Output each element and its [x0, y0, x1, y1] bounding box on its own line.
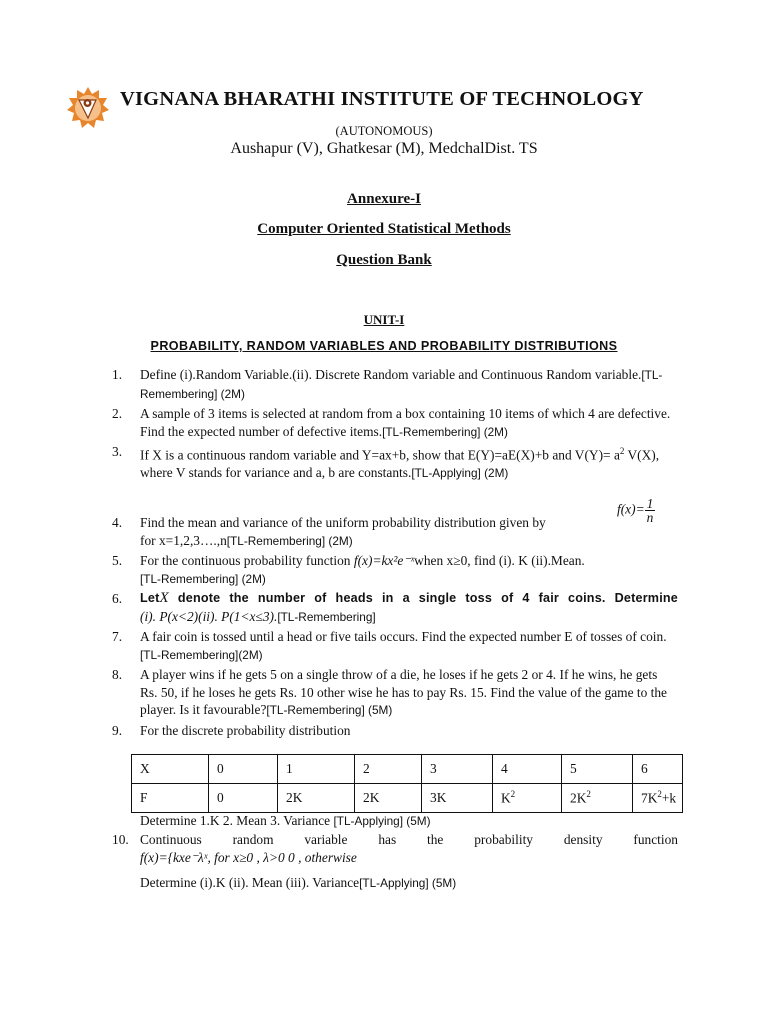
question-tag: [TL-Applying] (5M) — [359, 876, 457, 890]
table-cell — [562, 784, 633, 813]
cell-superscript: 2 — [510, 789, 516, 800]
unit-topic: PROBABILITY, RANDOM VARIABLES AND PROBABILITY DISTRIBUTIONS — [150, 339, 618, 353]
question-7 — [112, 628, 678, 664]
table-cell — [493, 784, 562, 813]
question-superscript: 2 — [619, 446, 625, 456]
question-8 — [112, 666, 678, 720]
table-cell: 0 — [209, 755, 278, 784]
question-text-cont: for x=1,2,3….,n — [140, 532, 227, 548]
question-number: 9. — [112, 722, 123, 738]
question-5 — [112, 552, 678, 588]
table-cell: 2 — [355, 755, 422, 784]
question-number: 8. — [112, 667, 123, 683]
table-cell: 0 — [209, 784, 278, 813]
question-number: 6. — [112, 591, 123, 607]
q4-formula-lhs: f(x)= — [617, 501, 645, 517]
question-number: 1. — [112, 367, 123, 382]
question-text-cont: denote the number of heads in a single toss of 4 fair coins. Determine — [168, 591, 678, 606]
question-tag: [TL-Remembering] (2M) — [382, 424, 508, 439]
distribution-table — [131, 754, 683, 813]
question-number: 5. — [112, 553, 123, 569]
question-number: 10. — [112, 832, 129, 847]
question-6 — [112, 590, 678, 626]
question-tag: [TL-Applying] (5M) — [333, 814, 431, 828]
question-number: 2. — [112, 406, 123, 421]
question-3 — [112, 443, 678, 482]
table-cell: 5 — [562, 755, 633, 784]
table-cell: 4 — [493, 755, 562, 784]
table-row-x — [132, 755, 683, 784]
question-tag: [TL-Remembering] (2M) — [140, 368, 663, 401]
question-text: If X is a continuous random variable and Y=ax+b, show that E(Y)=aE(X)+b and V(Y)= a — [140, 447, 620, 463]
table-cell — [633, 784, 683, 813]
cell-tail: +k — [661, 790, 677, 806]
question-list — [112, 366, 678, 741]
question-text-cont: when x≥0, find (i). K (ii).Mean. — [414, 553, 585, 569]
question-1 — [112, 366, 678, 403]
question-tag: [TL-Remembering] — [277, 609, 376, 624]
cell-superscript: 2 — [586, 789, 591, 800]
determine-text: Determine (i).K (ii). Mean (iii). Variance — [140, 875, 360, 890]
determine-text: Determine 1.K 2. Mean 3. Variance — [140, 813, 334, 828]
question-formula: f(x)={kxe⁻λˣ, for x≥0 , λ>0 0 , otherwise — [140, 849, 357, 865]
table-cell: F — [132, 784, 209, 813]
cell-superscript: 2 — [657, 789, 662, 800]
question-text: Define (i).Random Variable.(ii). Discrete Random variable and Continuous Random variable. — [140, 367, 642, 382]
table-cell: 2K — [355, 784, 422, 813]
question-number: 3. — [112, 444, 123, 459]
table-cell: 3K — [422, 784, 493, 813]
table-row-f — [132, 784, 683, 813]
question-tag: [TL-Remembering] (2M) — [226, 533, 353, 548]
subject-title: Computer Oriented Statistical Methods — [257, 221, 511, 237]
question-variable: X — [159, 590, 169, 607]
q4-fraction-den: n — [646, 510, 654, 525]
question-text: Let — [140, 591, 160, 606]
question-number: 4. — [112, 515, 123, 531]
institute-address: Aushapur (V), Ghatkesar (M), MedchalDist. TS — [230, 140, 538, 157]
question-text: For the discrete probability distribution — [140, 722, 351, 738]
question-10 — [112, 831, 678, 866]
question-text-cont: V(X), where V stands for variance and a, b are constants. — [140, 447, 660, 480]
question-text: A fair coin is tossed until a head or five tails occurs. Find the expected number E of tosses of coin. — [140, 629, 667, 645]
question-text: A player wins if he gets 5 on a single throw of a die, he loses if he gets 2 or 4. If he wins, he gets Rs. 50, if he loses he gets Rs. 10 other wise he has to pay Rs. 15. Find the value of the game to the player. Is it favourable? — [140, 667, 667, 718]
q10-determine — [112, 874, 706, 893]
question-4 — [112, 514, 678, 550]
cell-base: 7K — [641, 790, 658, 806]
question-number: 7. — [112, 629, 123, 645]
question-tag: [TL-Remembering] (2M) — [140, 571, 266, 586]
q4-fraction-num: 1 — [646, 496, 654, 511]
table-cell: 2K — [278, 784, 355, 813]
question-bank-title: Question Bank — [336, 252, 432, 268]
question-9 — [112, 722, 678, 740]
institute-name: VIGNANA BHARATHI INSTITUTE OF TECHNOLOGY — [120, 88, 644, 110]
question-tag: [TL-Applying] (2M) — [411, 465, 509, 480]
table-cell: 1 — [278, 755, 355, 784]
cell-base: 2K — [570, 790, 587, 806]
table-cell: 6 — [633, 755, 683, 784]
question-tag: [TL-Remembering] (5M) — [266, 703, 393, 718]
question-text: For the continuous probability function — [140, 553, 354, 569]
question-2 — [112, 405, 678, 441]
question-tag: [TL-Remembering](2M) — [140, 647, 263, 662]
annexure-title: Annexure-I — [347, 191, 421, 207]
question-text: Find the mean and variance of the uniform probability distribution given by — [140, 515, 546, 531]
question-text: A sample of 3 items is selected at random from a box containing 10 items of which 4 are defective. Find the expected number of defective items. — [140, 406, 671, 439]
cell-base: K — [501, 790, 511, 806]
question-formula: f(x)=kx²e⁻ˣ — [353, 553, 415, 569]
q9-determine — [112, 812, 706, 831]
question-text: Continuous random variable has the probability density function — [140, 832, 678, 847]
table-cell: 3 — [422, 755, 493, 784]
autonomous-label: (AUTONOMOUS) — [335, 124, 433, 138]
table-cell: X — [132, 755, 209, 784]
question-formula: (i). P(x<2)(ii). P(1<x≤3). — [140, 608, 278, 624]
unit-label: UNIT-I — [363, 312, 405, 327]
